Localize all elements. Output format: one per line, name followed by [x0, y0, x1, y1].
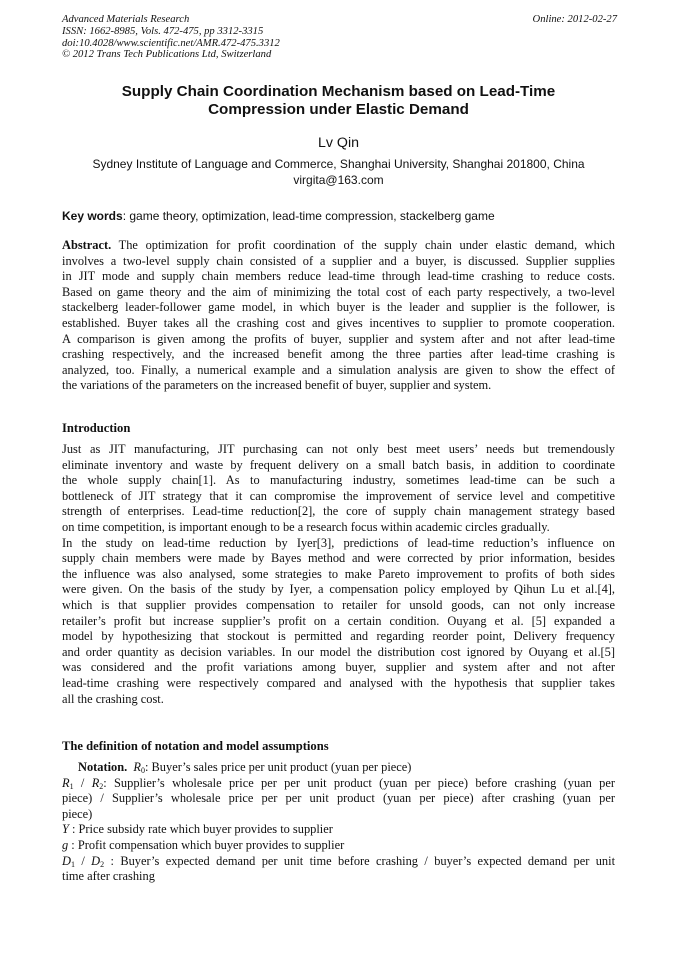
- abstract: [62, 238, 615, 394]
- intro-line: and order quantity as decision variables. In our model the distribution cost ignored by Ouyang et al.[5]: [62, 644, 615, 659]
- intro-line: were given. On the basis of the study by Iyer, a compensation policy employed by Qihun Lu et al.[4],: [62, 582, 615, 597]
- notation-item: $R_1 / R_2$: Supplier’s wholesale price per per unit product (yuan per piece) before crashing (yuan per: [62, 775, 616, 791]
- abstract-line: the variations of the parameters on the increased benefit of buyer, supplier and system.: [62, 378, 492, 393]
- keywords-text: : game theory, optimization, lead-time compression, stackelberg game: [122, 209, 495, 223]
- doi-line: doi:10.4028/www.scientific.net/AMR.472-475.3312: [62, 37, 280, 49]
- notation-text: : Buyer’s expected demand per unit time before crashing / buyer’s expected demand per unit: [104, 853, 616, 868]
- intro-line: retailer’s profit but increase supplier’s profit on a certain condition. Ouyang et al. [5] expanded a: [62, 613, 615, 628]
- introduction-body: [62, 442, 615, 707]
- intro-line: model by hypothesizing that stockout is permitted and regarding reorder point, Delivery frequency: [62, 629, 615, 644]
- abstract-line: crashing respectively, and the increased benefit among the three parties after lead-time crashing is: [62, 347, 615, 362]
- title-line: Compression under Elastic Demand: [208, 100, 469, 118]
- intro-line: was considered and the profit variations among buyer, supplier and system after and not after: [62, 660, 615, 675]
- abstract-line: A comparison is given among the profits of buyer, supplier and system after and not after lead-time: [62, 331, 615, 346]
- author-name: Lv Qin: [317, 135, 359, 151]
- abstract-line: established. Buyer takes all the crashing cost and gives incentives to supplier to promote cooperation.: [62, 315, 615, 330]
- keywords-label: Key words: [62, 209, 123, 223]
- notation-text: : Buyer’s sales price per unit product (yuan per piece): [145, 760, 412, 774]
- abstract-line: stackelberg leader-follower game model, in which buyer is the leader and supplier is the follower, is: [62, 300, 615, 315]
- notation-label: Notation.: [78, 760, 128, 774]
- paper-title: [62, 83, 615, 119]
- notation-item-cont: time after crashing: [62, 869, 155, 884]
- intro-line: the influence was also analysed, some strategies to make Pareto improvement to profits of both sides: [62, 566, 615, 581]
- affiliation-line: Sydney Institute of Language and Commerce, Shanghai University, Shanghai 201800, China: [92, 157, 585, 171]
- title-line: Supply Chain Coordination Mechanism based on Lead-Time: [121, 83, 556, 100]
- symbol: Y: [62, 822, 69, 837]
- intro-line: bottleneck of JIT strategy that it can compromise the improvement of service level and competitive: [62, 488, 615, 503]
- abstract-line: Abstract. The optimization for profit coordination of the supply chain under elastic demand, which: [62, 238, 615, 252]
- symbol: R: [62, 775, 70, 790]
- intro-line: lead-time crashing were respectively compared and analysed with the hypothesis that supplier takes: [62, 675, 615, 690]
- email-line: virgita@163.com: [293, 172, 384, 187]
- copyright-line: © 2012 Trans Tech Publications Ltd, Switzerland: [62, 49, 272, 61]
- intro-line: on time competition, is important enough to be a research focus within academic circles gradually.: [62, 519, 550, 534]
- symbol: R: [133, 760, 141, 774]
- notation-text: : Profit compensation which buyer provides to supplier: [68, 837, 345, 852]
- abstract-line: analyzed, too. Finally, a numerical example and a simulation analysis are given to show the effect of: [62, 362, 615, 377]
- keywords: [62, 209, 615, 224]
- intro-line: which is that supplier provides compensation to retailer for unsold goods, can not only increase: [62, 597, 615, 612]
- abstract-line: in JIT mode and supply chain members reduce lead-time through lead-time crashing to reduce costs.: [62, 269, 615, 284]
- intro-line: the whole supply chain[1]. As to manufacturing industry, sometimes lead-time can be such a: [62, 473, 615, 488]
- intro-line: all the crashing cost.: [62, 691, 164, 706]
- notation-heading: The definition of notation and model assumptions: [62, 739, 329, 753]
- symbol: D: [91, 853, 101, 868]
- issn-line: ISSN: 1662-8985, Vols. 472-475, pp 3312-3315: [62, 25, 264, 37]
- intro-line: eliminate inventory and waste by frequent delivery on a small batch basis, in addition to coordinate: [62, 457, 615, 472]
- journal-header: [62, 14, 617, 61]
- introduction-heading: Introduction: [62, 421, 131, 435]
- notation-item: [62, 838, 615, 854]
- notation-item-cont: piece): [62, 806, 93, 821]
- notation-item: $D_1 / D_2$ : Buyer’s expected demand per unit time before crashing / buyer’s expected demand per unit: [62, 853, 616, 869]
- notation-item-cont: piece) / Supplier’s wholesale price per per unit product (yuan per piece) after crashing (yuan per: [62, 791, 615, 806]
- abstract-line: Based on game theory and the aim of minimizing the total cost of each party respectively, a two-level: [62, 284, 615, 299]
- notation-item: Notation. $R_0$: Buyer’s sales price per unit product (yuan per piece): [78, 760, 412, 775]
- intro-line: In the study on lead-time reduction by Iyer[3], predictions of lead-time reduction’s influence on: [62, 535, 615, 550]
- notation-item: [62, 822, 615, 838]
- symbol: g: [62, 837, 69, 852]
- intro-line: supply chain members were made by Bayes method and were corrected by prior information, besides: [62, 551, 615, 566]
- abstract-line: involves a two-level supply chain consisted of a supplier and a buyer, is discussed. Supplier supplies: [62, 253, 615, 268]
- affiliation: [62, 157, 615, 188]
- journal-name: Advanced Materials Research: [62, 14, 190, 25]
- notation-text: : Price subsidy rate which buyer provides to supplier: [68, 822, 333, 837]
- notation-text: : Supplier’s wholesale price per per unit product (yuan per piece) before crashing (yuan per: [103, 775, 616, 790]
- intro-line: Just as JIT manufacturing, JIT purchasing can not only best meet users’ needs but tremendously: [62, 442, 615, 456]
- notation-body: [62, 760, 615, 885]
- intro-line: strength of enterprises. Lead-time reduction[2], the core of supply chain management strategy based: [62, 504, 615, 519]
- symbol: D: [62, 853, 71, 868]
- symbol: R: [91, 775, 100, 790]
- online-date: Online: 2012-02-27: [532, 14, 617, 25]
- abstract-label: Abstract.: [62, 238, 112, 252]
